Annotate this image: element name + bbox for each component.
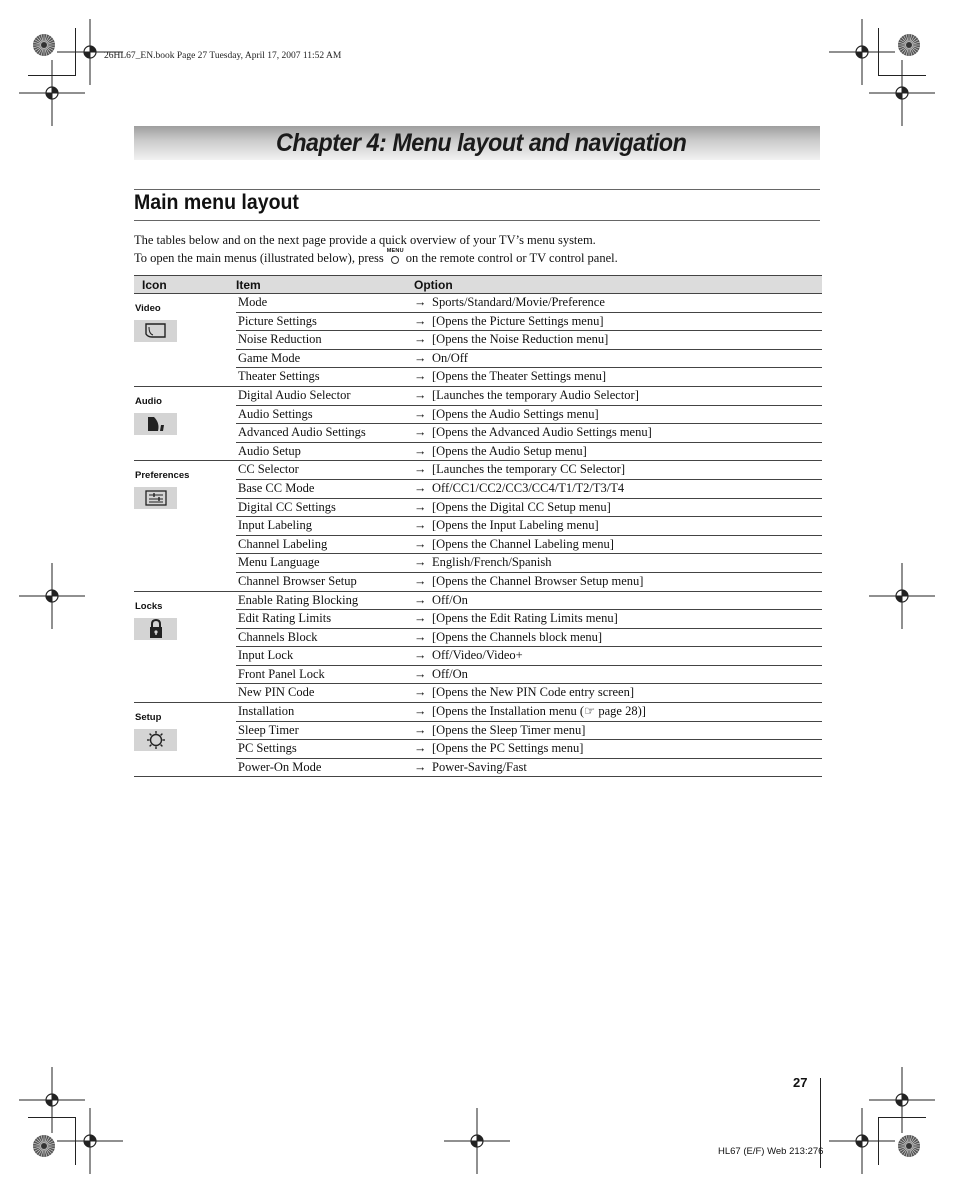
audio-icon [134, 413, 177, 435]
option-cell [414, 758, 822, 777]
table-row [134, 479, 822, 498]
table-row [134, 721, 822, 740]
icon-cell [134, 386, 236, 460]
table-row [134, 740, 822, 759]
item-cell: Channel Labeling [236, 535, 414, 554]
arrow-right-icon: → [414, 295, 427, 309]
arrow-right-icon: → [414, 332, 427, 347]
table-row [134, 703, 822, 722]
option-text: [Opens the New PIN Code entry screen] [432, 685, 635, 700]
icon-label: Preferences [135, 470, 190, 482]
item-cell: Digital Audio Selector [236, 386, 414, 405]
item-cell: Theater Settings [236, 368, 414, 387]
table-header-row [134, 276, 822, 294]
item-cell: Sleep Timer [236, 721, 414, 740]
table-row [134, 610, 822, 629]
option-cell [414, 535, 822, 554]
icon-cell [134, 294, 236, 387]
table-row [134, 461, 822, 480]
arrow-right-icon: → [414, 685, 427, 700]
arrow-right-icon: → [414, 741, 427, 756]
item-cell: Audio Settings [236, 405, 414, 424]
item-cell: Menu Language [236, 554, 414, 573]
option-cell [414, 647, 822, 666]
arrow-right-icon: → [414, 536, 427, 551]
menu-key-icon [386, 248, 404, 265]
option-cell [414, 405, 822, 424]
option-text: Power-Saving/Fast [432, 759, 527, 774]
item-cell: CC Selector [236, 461, 414, 480]
table-row [134, 572, 822, 591]
arrow-right-icon: → [414, 648, 427, 663]
table-row [134, 535, 822, 554]
arrow-right-icon: → [414, 313, 427, 328]
table-row [134, 442, 822, 461]
option-cell [414, 740, 822, 759]
option-text: English/French/Spanish [432, 555, 552, 570]
option-text: [Opens the Channels block menu] [432, 629, 603, 644]
option-cell [414, 610, 822, 629]
item-cell: Noise Reduction [236, 331, 414, 350]
table-row [134, 294, 822, 313]
footer-code: HL67 (E/F) Web 213:276 [718, 1146, 824, 1157]
option-cell [414, 294, 822, 313]
menu-table [134, 275, 822, 777]
page-number: 27 [793, 1075, 808, 1090]
option-text: [Opens the Input Labeling menu] [432, 518, 599, 533]
option-cell [414, 424, 822, 443]
option-cell [414, 349, 822, 368]
table-row [134, 349, 822, 368]
arrow-right-icon: → [414, 629, 427, 644]
option-text: [Opens the PC Settings menu] [432, 741, 584, 756]
option-text: [Opens the Theater Settings menu] [432, 369, 607, 384]
arrow-right-icon: → [414, 666, 427, 681]
table-row [134, 684, 822, 703]
option-cell [414, 368, 822, 387]
intro-line-2-end: on the remote control or TV control panel. [405, 251, 618, 265]
arrow-right-icon: → [414, 443, 427, 458]
item-cell: Audio Setup [236, 442, 414, 461]
table-row [134, 665, 822, 684]
option-text: [Opens the Picture Settings menu] [432, 313, 604, 328]
table-row [134, 591, 822, 610]
option-cell [414, 721, 822, 740]
arrow-right-icon: → [414, 425, 427, 440]
icon-cell [134, 703, 236, 777]
chapter-banner [134, 126, 820, 160]
menu-key-label: MENU [386, 248, 404, 254]
option-text: Off/On [432, 592, 468, 607]
arrow-right-icon: → [414, 555, 427, 570]
arrow-right-icon: → [414, 406, 427, 421]
option-cell [414, 479, 822, 498]
option-text: Off/Video/Video+ [432, 648, 523, 663]
intro-line-1: The tables below and on the next page provide a quick overview of your TV’s menu system. [134, 233, 596, 247]
option-cell [414, 498, 822, 517]
section-title: Main menu layout [134, 191, 299, 214]
option-text: Off/CC1/CC2/CC3/CC4/T1/T2/T3/T4 [432, 480, 625, 495]
option-text: [Opens the Advanced Audio Settings menu] [432, 425, 652, 440]
header-item: Item [236, 276, 414, 294]
table-row [134, 424, 822, 443]
option-cell [414, 331, 822, 350]
arrow-right-icon: → [414, 518, 427, 533]
arrow-right-icon: → [414, 462, 427, 477]
icon-label: Audio [135, 395, 162, 407]
item-cell: Channels Block [236, 628, 414, 647]
option-cell [414, 684, 822, 703]
arrow-right-icon: → [414, 722, 427, 737]
item-cell: New PIN Code [236, 684, 414, 703]
option-text: [Opens the Digital CC Setup menu] [432, 499, 611, 514]
option-text: [Opens the Edit Rating Limits menu] [432, 611, 618, 626]
table-row [134, 628, 822, 647]
item-cell: Front Panel Lock [236, 665, 414, 684]
item-cell: Game Mode [236, 349, 414, 368]
option-text: [Opens the Audio Setup menu] [432, 443, 587, 458]
item-cell: Base CC Mode [236, 479, 414, 498]
option-text: [Launches the temporary CC Selector] [432, 462, 625, 477]
print-info: 26HL67_EN.book Page 27 Tuesday, April 17, 2007 11:52 AM [104, 51, 342, 61]
item-cell: Digital CC Settings [236, 498, 414, 517]
intro-line-2-start: To open the main menus (illustrated below), press [134, 251, 384, 265]
arrow-right-icon: → [414, 369, 427, 384]
icon-cell [134, 591, 236, 703]
item-cell: Power-On Mode [236, 758, 414, 777]
option-cell [414, 628, 822, 647]
option-text: [Opens the Sleep Timer menu] [432, 722, 586, 737]
item-cell: Enable Rating Blocking [236, 591, 414, 610]
table-row [134, 647, 822, 666]
table-row [134, 517, 822, 536]
arrow-right-icon: → [414, 387, 427, 402]
option-text: [Opens the Installation menu (☞ page 28)] [432, 704, 646, 719]
option-text: [Opens the Noise Reduction menu] [432, 332, 609, 347]
option-cell [414, 517, 822, 536]
option-cell [414, 703, 822, 722]
arrow-right-icon: → [414, 611, 427, 626]
header-option: Option [414, 276, 822, 294]
header-icon: Icon [134, 276, 236, 294]
item-cell: Mode [236, 294, 414, 313]
icon-label: Locks [135, 600, 163, 612]
option-cell [414, 386, 822, 405]
table-row [134, 368, 822, 387]
icon-cell [134, 461, 236, 591]
option-cell [414, 665, 822, 684]
option-text: [Opens the Channel Browser Setup menu] [432, 573, 644, 588]
option-cell [414, 442, 822, 461]
chapter-title: Chapter 4: Menu layout and navigation [276, 129, 687, 157]
item-cell: Input Labeling [236, 517, 414, 536]
arrow-right-icon: → [414, 704, 427, 719]
table-row [134, 405, 822, 424]
icon-label: Video [135, 303, 161, 314]
intro-line-2 [134, 248, 618, 266]
table-row [134, 554, 822, 573]
item-cell: Input Lock [236, 647, 414, 666]
table-row [134, 386, 822, 405]
item-cell: Advanced Audio Settings [236, 424, 414, 443]
option-text: [Opens the Channel Labeling menu] [432, 536, 614, 551]
item-cell: Installation [236, 703, 414, 722]
option-text: On/Off [432, 350, 468, 365]
video-icon [134, 320, 177, 342]
item-cell: Edit Rating Limits [236, 610, 414, 629]
table-row [134, 758, 822, 777]
arrow-right-icon: → [414, 350, 427, 365]
setup-icon [134, 729, 177, 751]
item-cell: PC Settings [236, 740, 414, 759]
table-row [134, 312, 822, 331]
option-cell [414, 461, 822, 480]
arrow-right-icon: → [414, 592, 427, 607]
table-row [134, 331, 822, 350]
arrow-right-icon: → [414, 499, 427, 514]
item-cell: Picture Settings [236, 312, 414, 331]
section-rule-bottom [134, 220, 820, 221]
section-rule-top [134, 189, 820, 190]
option-text: Off/On [432, 666, 468, 681]
option-text: [Launches the temporary Audio Selector] [432, 387, 639, 402]
arrow-right-icon: → [414, 480, 427, 495]
table-row [134, 498, 822, 517]
preferences-icon [134, 487, 177, 509]
option-cell [414, 572, 822, 591]
icon-label: Setup [135, 712, 162, 724]
arrow-right-icon: → [414, 573, 427, 588]
option-text: Sports/Standard/Movie/Preference [432, 295, 605, 309]
option-cell [414, 312, 822, 331]
option-cell [414, 591, 822, 610]
lock-icon [134, 618, 177, 640]
arrow-right-icon: → [414, 759, 427, 774]
option-text: [Opens the Audio Settings menu] [432, 406, 599, 421]
item-cell: Channel Browser Setup [236, 572, 414, 591]
option-cell [414, 554, 822, 573]
